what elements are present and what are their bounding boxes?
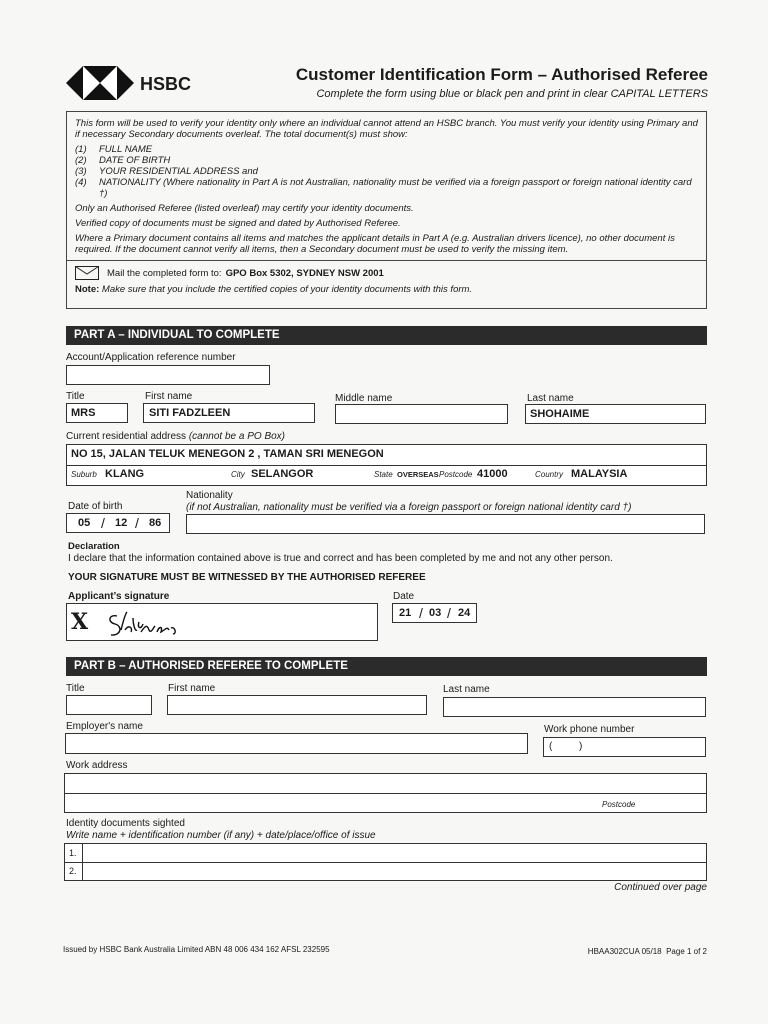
signature-date-field[interactable]: 21 / 03 / 24 <box>392 603 477 623</box>
country-label: Country <box>535 470 564 479</box>
reference-number-field[interactable] <box>66 365 270 385</box>
first-name-field[interactable]: SITI FADZLEEN <box>143 403 315 423</box>
page-subtitle: Complete the form using blue or black pen and print in clear CAPITAL LETTERS <box>316 88 708 100</box>
work-phone-label: Work phone number <box>544 724 635 735</box>
footer-issuer: Issued by HSBC Bank Australia Limited ABN 48 006 434 162 AFSL 232595 <box>63 945 330 954</box>
postcode-label: Postcode <box>439 470 473 479</box>
dob-day: 05 <box>78 517 91 529</box>
documents-sighted-label: Identity documents sighted <box>66 818 185 829</box>
referee-last-name-label: Last name <box>443 684 490 695</box>
info-para: Verified copy of documents must be signed and dated by Authorised Referee. <box>75 218 401 229</box>
dob-year: 86 <box>149 517 162 529</box>
employer-name-label: Employer's name <box>66 721 143 732</box>
note-text: Make sure that you include the certified copies of your identity documents with this form. <box>101 284 473 295</box>
instructions-box <box>66 111 707 309</box>
work-phone-field[interactable]: ( ) <box>543 737 706 757</box>
documents-sighted-note: Write name + identification number (if any) + date/place/office of issue <box>66 830 376 841</box>
nationality-field[interactable] <box>186 514 705 534</box>
mail-label: Mail the completed form to: <box>107 267 222 279</box>
referee-title-field[interactable] <box>66 695 152 715</box>
declaration-heading: Declaration <box>68 541 120 552</box>
table-row: 2. <box>69 866 77 876</box>
referee-last-name-field[interactable] <box>443 697 706 717</box>
handwritten-signature <box>103 608 213 640</box>
address-field[interactable] <box>66 444 707 486</box>
suburb-label: Suburb <box>71 470 97 479</box>
nationality-note: (if not Australian, nationality must be verified via a foreign passport or foreign national identity card †) <box>186 502 632 513</box>
referee-title-label: Title <box>66 683 85 694</box>
page-title: Customer Identification Form – Authorised Referee <box>295 65 708 84</box>
mail-address: GPO Box 5302, SYDNEY NSW 2001 <box>225 267 384 279</box>
date-month: 03 <box>429 607 442 619</box>
brand-name: HSBC <box>140 74 192 94</box>
address-label: Current residential address <box>66 431 187 442</box>
document-entry-1[interactable] <box>83 844 706 862</box>
continued-note: Continued over page <box>614 882 707 893</box>
address-value: NO 15, JALAN TELUK MENEGON 2 , TAMAN SRI MENEGON <box>71 448 384 460</box>
note-line <box>75 284 698 295</box>
reference-number-label: Account/Application reference number <box>66 352 236 363</box>
list-item: (4) NATIONALITY (Where nationality in Part A is not Australian, nationality must be verified via a foreign passport or foreign national identity card †) <box>75 177 692 199</box>
hsbc-logo <box>66 66 134 100</box>
dob-month: 12 <box>115 517 128 529</box>
city-value: SELANGOR <box>251 468 314 480</box>
list-item: (1) FULL NAME <box>75 144 153 155</box>
form-code: HBAA302CUA 05/18 <box>587 947 662 956</box>
middle-name-field[interactable] <box>335 404 508 424</box>
documents-table <box>64 843 707 881</box>
note-label: Note: <box>75 284 100 295</box>
intro-text: This form will be used to verify your identity only where an individual cannot attend an HSBC branch. You must verify your identity using Primary and if necessary Secondary documents overleaf. The total document(s) must show: <box>75 118 698 140</box>
work-postcode-label: Postcode <box>602 800 636 809</box>
address-note: (cannot be a PO Box) <box>188 431 286 442</box>
middle-name-label: Middle name <box>335 393 393 404</box>
part-b-heading: PART B – AUTHORISED REFEREE TO COMPLETE <box>66 657 707 676</box>
work-address-field[interactable] <box>64 773 707 813</box>
document-entry-2[interactable] <box>83 863 706 881</box>
first-name-label: First name <box>145 391 193 402</box>
referee-first-name-label: First name <box>168 683 216 694</box>
state-label: State <box>374 470 393 479</box>
info-para: Where a Primary document contains all items and matches the applicant details in Part A (e.g. Australian drivers licence), no other document is required. If the document cannot verify all items, then a Secondary document must be used to verify the missing item. <box>75 233 675 255</box>
witness-notice: YOUR SIGNATURE MUST BE WITNESSED BY THE AUTHORISED REFEREE <box>68 572 426 583</box>
page-number: Page 1 of 2 <box>666 947 707 956</box>
signature-field[interactable] <box>66 603 378 641</box>
address-label-group <box>66 431 285 442</box>
date-year: 24 <box>458 607 471 619</box>
last-name-field[interactable]: SHOHAIME <box>525 404 706 424</box>
table-row: 1. <box>69 848 77 858</box>
state-value: OVERSEAS <box>397 470 439 479</box>
dob-field[interactable]: 05 / 12 / 86 <box>66 513 170 533</box>
info-para: Only an Authorised Referee (listed overleaf) may certify your identity documents. <box>75 203 414 214</box>
employer-name-field[interactable] <box>65 733 528 754</box>
date-day: 21 <box>399 607 412 619</box>
referee-first-name-field[interactable] <box>167 695 427 715</box>
declaration-text: I declare that the information contained above is true and correct and has been completed by me and not any other person. <box>68 553 613 564</box>
country-value: MALAYSIA <box>571 468 628 480</box>
part-a-heading: PART A – INDIVIDUAL TO COMPLETE <box>66 326 707 345</box>
dob-label: Date of birth <box>68 501 123 512</box>
city-label: City <box>231 470 245 479</box>
mail-line <box>75 266 698 280</box>
envelope-icon <box>75 266 99 280</box>
postcode-value: 41000 <box>477 468 508 480</box>
title-field[interactable]: MRS <box>66 403 128 423</box>
work-address-label: Work address <box>66 760 128 771</box>
list-item: (2) DATE OF BIRTH <box>75 155 171 166</box>
hsbc-hexagon-icon <box>66 66 134 100</box>
nationality-label: Nationality <box>186 490 233 501</box>
suburb-value: KLANG <box>105 468 145 480</box>
footer-page-info <box>588 947 707 956</box>
last-name-label: Last name <box>527 393 574 404</box>
title-label: Title <box>66 391 85 402</box>
list-item: (3) YOUR RESIDENTIAL ADDRESS and <box>75 166 258 177</box>
date-label: Date <box>393 591 415 602</box>
signature-label: Applicant’s signature <box>68 591 170 602</box>
requirements-list <box>75 144 698 199</box>
signature-x-mark: X <box>71 609 89 635</box>
